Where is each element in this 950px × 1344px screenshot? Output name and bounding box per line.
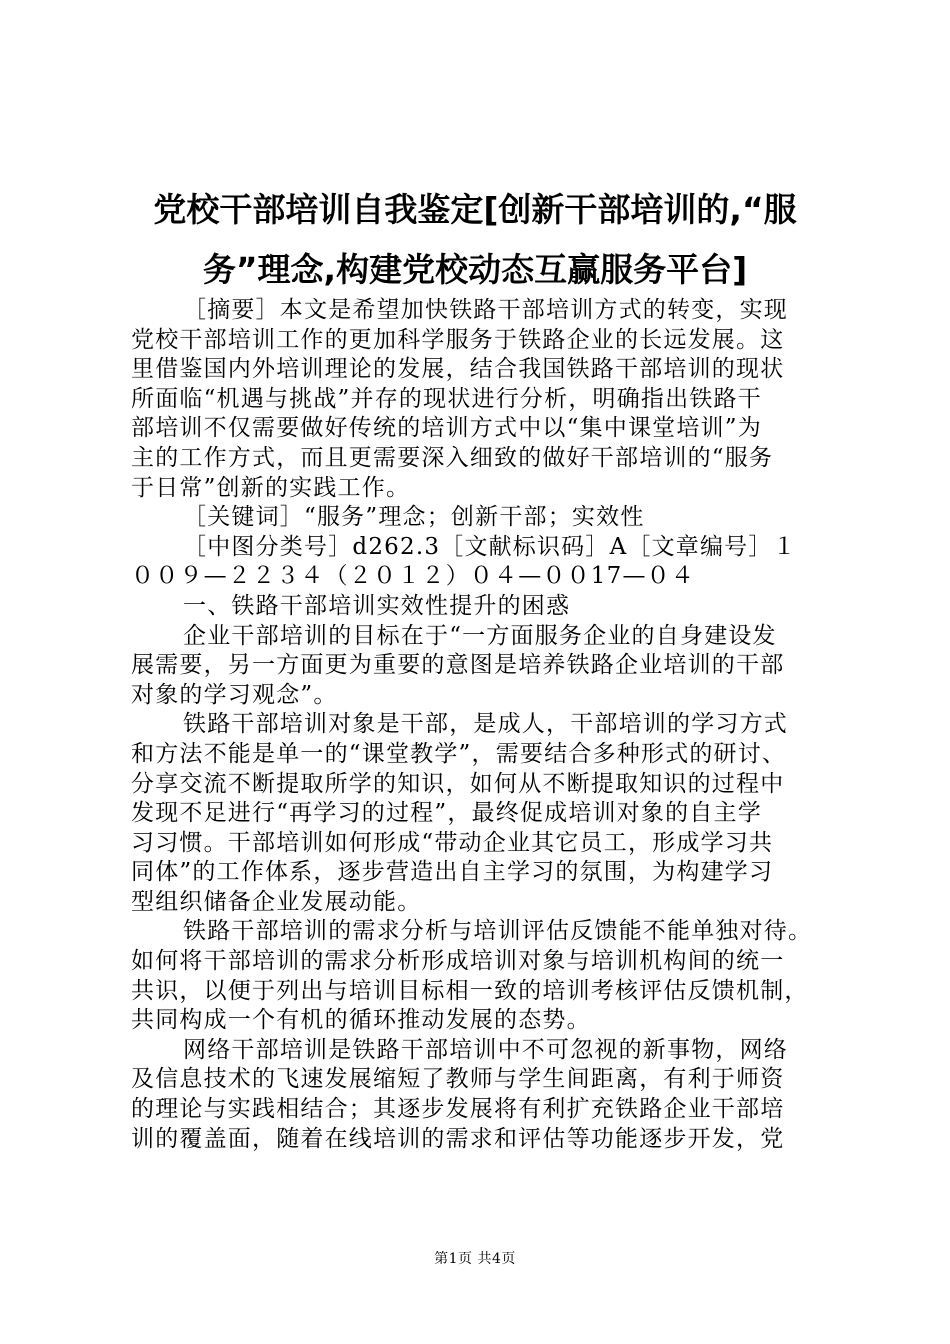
body-line: 一、铁路干部培训实效性提升的困惑 — [183, 592, 571, 619]
body-line: 铁路干部培训对象是干部，是成人，干部培训的学习方式 — [183, 711, 788, 738]
body-line: 网络干部培训是铁路干部培训中不可忽视的新事物，网络 — [183, 1036, 788, 1063]
body-line: 于日常”创新的实践工作。 — [131, 474, 411, 501]
body-line: 的理论与实践相结合；其逐步发展将有利扩充铁路企业干部培 — [131, 1096, 785, 1123]
body-line: 型组织储备企业发展动能。 — [131, 888, 422, 915]
body-line: ［关键词］“服务”理念；创新干部；实效性 — [183, 504, 645, 531]
title-line-2: 务”理念,构建党校动态互赢服务平台] — [202, 250, 748, 289]
body-line: 同体”的工作体系，逐步营造出自主学习的氛围，为构建学习 — [131, 859, 774, 886]
body-line: 共同构成一个有机的循环推动发展的态势。 — [131, 1007, 591, 1034]
body-line: 所面临“机遇与挑战”并存的现状进行分析，明确指出铁路干 — [131, 385, 762, 412]
body-line: 和方法不能是单一的“课堂教学”，需要结合多种形式的研讨、 — [131, 740, 787, 767]
body-line: 发现不足进行“再学习的过程”，最终促成培训对象的自主学 — [131, 800, 762, 827]
body-line: 训的覆盖面，随着在线培训的需求和评估等功能逐步开发，党 — [131, 1125, 785, 1152]
body-line: 党校干部培训工作的更加科学服务于铁路企业的长远发展。这 — [131, 326, 785, 353]
body-line: 分享交流不断提取所学的知识，如何从不断提取知识的过程中 — [131, 770, 785, 797]
body-line: 部培训不仅需要做好传统的培训方式中以“集中课堂培训”为 — [131, 415, 762, 442]
body-line: 企业干部培训的目标在于“一方面服务企业的自身建设发 — [183, 622, 777, 649]
body-line: ［中图分类号］d262.3［文献标识码］A［文章编号］１ — [183, 533, 797, 560]
body-line: 铁路干部培训的需求分析与培训评估反馈能不能单独对待。 — [183, 918, 813, 945]
title-line-1: 党校干部培训自我鉴定[创新干部培训的,“服 — [153, 190, 797, 229]
body-line: 如何将干部培训的需求分析形成培训对象与培训机构间的统一 — [131, 948, 785, 975]
body-line: ００９—２２３４（２０１２）０４—００17—０４ — [131, 563, 696, 590]
body-line: 共识，以便于列出与培训目标相一致的培训考核评估反馈机制， — [131, 977, 809, 1004]
body-line: 主的工作方式，而且更需要深入细致的做好干部培训的“服务 — [131, 444, 774, 471]
body-line: ［摘要］本文是希望加快铁路干部培训方式的转变，实现 — [183, 297, 788, 323]
body-line: 及信息技术的飞速发展缩短了教师与学生间距离，有利于师资 — [131, 1066, 785, 1093]
body-line: 习习惯。干部培训如何形成“带动企业其它员工，形成学习共 — [131, 829, 774, 856]
page-footer: 第1页 共4页 — [434, 1251, 516, 1267]
body-line: 对象的学习观念”。 — [131, 681, 338, 708]
body-line: 展需要，另一方面更为重要的意图是培养铁路企业培训的干部 — [131, 652, 785, 679]
body-line: 里借鉴国内外培训理论的发展，结合我国铁路干部培训的现状 — [131, 356, 785, 383]
document-body — [131, 296, 831, 1154]
